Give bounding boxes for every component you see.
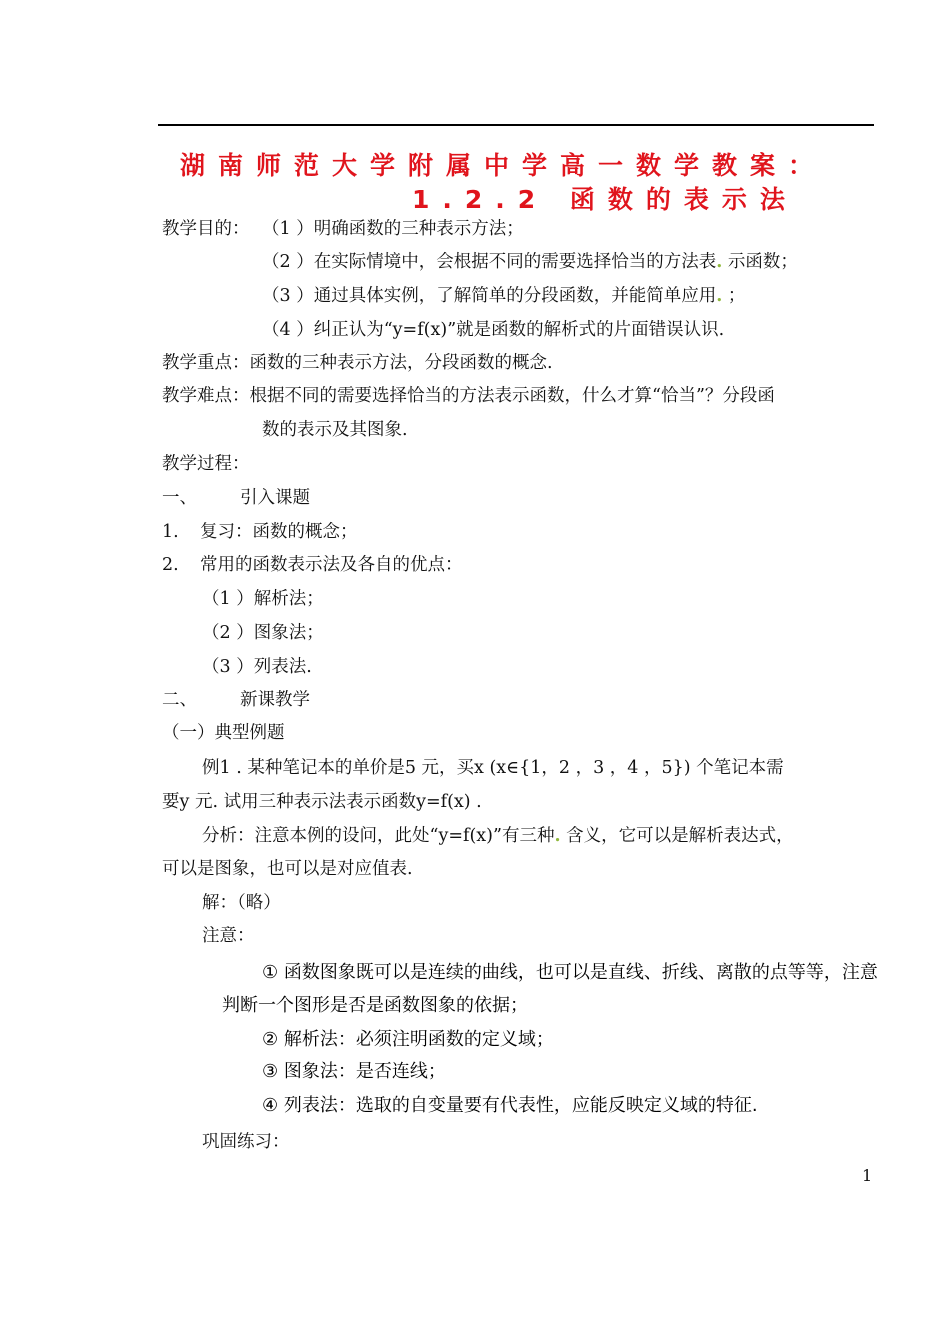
example1-line1: 例1 . 某种笔记本的单价是5 元，买x (x∈{1，2 ，3 ，4 ，5}) 个笔记本需: [202, 758, 784, 778]
method-item-1: （1 ）解析法；: [202, 589, 324, 609]
difficulty-line1: 教学难点：根据不同的需要选择恰当的方法表示函数，什么才算“恰当”？分段函: [162, 386, 775, 406]
method-item-2: （2 ）图象法；: [202, 623, 324, 643]
goal-1: （1 ）明确函数的三种表示方法；: [262, 219, 524, 239]
note-4: ④ 列表法：选取的自变量要有代表性，应能反映定义域的特征.: [262, 1095, 758, 1116]
note-3: ③ 图象法：是否连线；: [262, 1061, 446, 1082]
example1-line2: 要y 元. 试用三种表示法表示函数y=f(x) .: [162, 792, 482, 812]
review-text: 复习：函数的概念；: [200, 522, 358, 542]
doc-title-line2: 1.2.2 函数的表示法: [412, 185, 798, 214]
note-label: 注意：: [202, 926, 255, 946]
methods-num: 2.: [162, 555, 179, 575]
methods-text: 常用的函数表示法及各自的优点：: [200, 555, 463, 575]
marker-dot: .: [554, 826, 561, 846]
note-2: ② 解析法：必须注明函数的定义域；: [262, 1029, 554, 1050]
marker-dot: .: [716, 252, 723, 272]
header-rule: [158, 124, 874, 126]
note-1-line1: ① 函数图象既可以是连续的曲线，也可以是直线、折线、离散的点等等，注意: [262, 962, 878, 983]
difficulty-line2: 数的表示及其图象.: [262, 420, 408, 440]
marker-dot: .: [716, 286, 723, 306]
subsection-title: （一）典型例题: [162, 723, 285, 743]
doc-title-line1: 湖南师范大学附属中学高一数学教案：: [180, 151, 827, 180]
section1-title: 引入课题: [240, 488, 310, 508]
section2-num: 二、: [162, 690, 197, 710]
goal-2: （2 ）在实际情境中，会根据不同的需要选择恰当的方法表. 示函数；: [262, 252, 798, 272]
goals-label: 教学目的：: [162, 219, 250, 239]
section1-num: 一、: [162, 488, 197, 508]
analysis-line1: 分析：注意本例的设问，此处“y=f(x)”有三种. 含义，它可以是解析表达式，: [202, 826, 794, 846]
section2-title: 新课教学: [240, 690, 310, 710]
practice-label: 巩固练习：: [202, 1132, 290, 1152]
goal-4: （4 ）纠正认为“y=f(x)”就是函数的解析式的片面错误认识.: [262, 320, 725, 340]
page-number: 1: [862, 1166, 873, 1185]
note-1-line2: 判断一个图形是否是函数图象的依据；: [222, 995, 528, 1016]
key-points: 教学重点：函数的三种表示方法，分段函数的概念.: [162, 353, 553, 373]
solution: 解：（略）: [202, 893, 281, 913]
method-item-3: （3 ）列表法.: [202, 657, 312, 677]
review-num: 1.: [162, 522, 179, 542]
goal-3: （3 ）通过具体实例，了解简单的分段函数，并能简单应用. ；: [262, 286, 746, 306]
analysis-line2: 可以是图象，也可以是对应值表.: [162, 859, 413, 879]
process-label: 教学过程：: [162, 454, 250, 474]
